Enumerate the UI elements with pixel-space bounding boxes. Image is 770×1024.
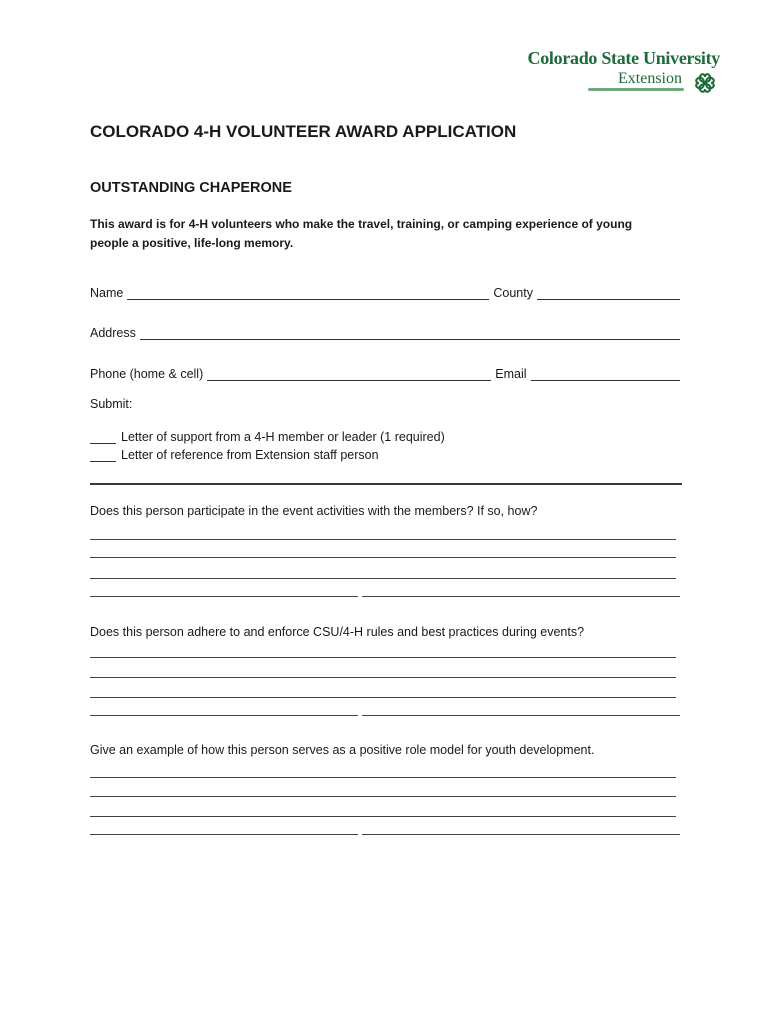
email-field[interactable] [531,366,680,381]
phone-email-row [90,363,680,381]
name-field[interactable] [127,285,489,300]
county-field[interactable] [537,285,680,300]
question-participation: Does this person participate in the event activities with the members? If so, how? [90,504,538,518]
award-category-title: OUTSTANDING CHAPERONE [90,180,292,196]
address-row [90,322,680,340]
submit-item-label: Letter of support from a 4-H member or leader (1 required) [121,430,445,444]
answer-line[interactable] [90,677,676,678]
section-divider [90,483,682,485]
phone-field[interactable] [207,366,491,381]
answer-line[interactable] [90,816,676,817]
page-title: COLORADO 4-H VOLUNTEER AWARD APPLICATION [90,122,517,141]
answer-line[interactable] [90,539,676,540]
phone-label: Phone (home & cell) [90,367,204,381]
address-label: Address [90,326,136,340]
email-label: Email [495,367,527,381]
logo-extension-text: Extension [618,70,682,87]
submit-item-label: Letter of reference from Extension staff person [121,448,379,462]
four-leaf-clover-icon [692,70,718,96]
county-label: County [493,286,533,300]
address-field[interactable] [140,325,680,340]
answer-line[interactable] [90,557,676,558]
answer-line[interactable] [90,578,676,579]
reference-letter-check-blank[interactable] [90,449,116,462]
csu-extension-logo [520,48,720,98]
logo-university-name: Colorado State University [527,48,720,68]
support-letter-check-blank[interactable] [90,431,116,444]
answer-line[interactable] [90,697,676,698]
answer-line[interactable] [90,657,676,658]
name-county-row [90,282,680,300]
question-role-model: Give an example of how this person serves as a positive role model for youth development. [90,743,595,757]
question-rules: Does this person adhere to and enforce CSU/4-H rules and best practices during events? [90,625,585,639]
name-label: Name [90,286,124,300]
answer-line[interactable] [90,777,676,778]
submit-item-support-letter [90,430,445,444]
submit-item-reference-letter [90,448,379,462]
award-description: This award is for 4-H volunteers who make the travel, training, or camping experience of young people a positive, life-long memory. [90,217,633,250]
logo-swoosh [588,88,684,91]
submit-heading: Submit: [90,397,133,411]
answer-line[interactable] [90,796,676,797]
